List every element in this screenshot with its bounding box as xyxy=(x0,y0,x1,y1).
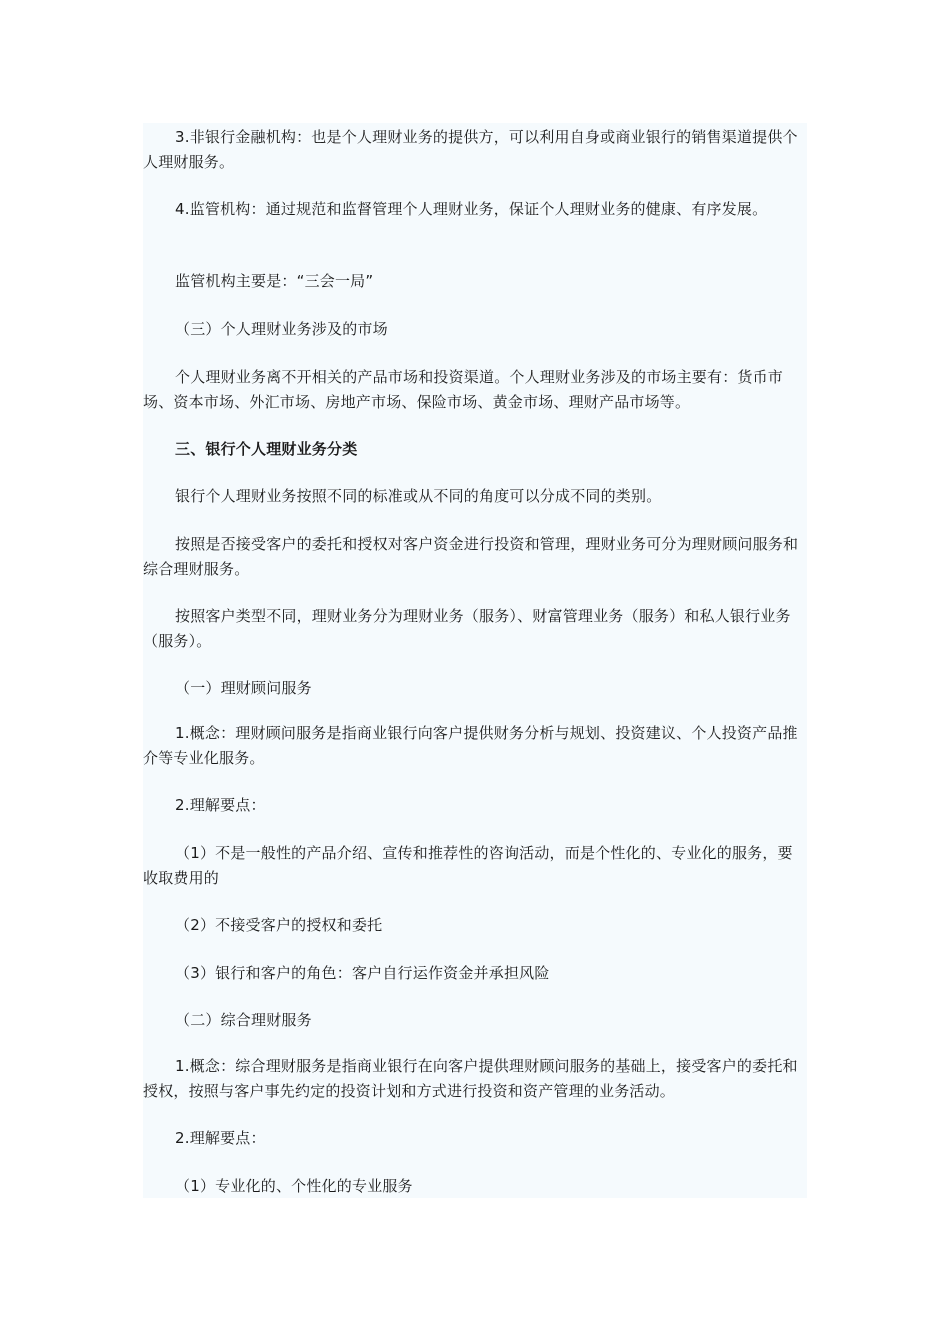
paragraph-advisory-concept: 1.概念：理财顾问服务是指商业银行向客户提供财务分析与规划、投资建议、个人投资产品推介等专业化服务。 xyxy=(143,724,798,767)
list-item-advisory-3: （3）银行和客户的角色：客户自行运作资金并承担风险 xyxy=(175,964,550,982)
subheading-comprehensive-service: （二）综合理财服务 xyxy=(175,1011,312,1029)
subheading-markets: （三）个人理财业务涉及的市场 xyxy=(175,320,388,338)
paragraph-advisory-key-points: 2.理解要点： xyxy=(175,796,266,814)
paragraph-comprehensive-key-points: 2.理解要点： xyxy=(175,1129,266,1147)
paragraph-regulators-main: 监管机构主要是：“三会一局” xyxy=(175,272,374,290)
paragraph-classification-intro: 银行个人理财业务按照不同的标准或从不同的角度可以分成不同的类别。 xyxy=(175,487,662,505)
section-heading-classification: 三、银行个人理财业务分类 xyxy=(175,440,358,458)
list-item-advisory-2: （2）不接受客户的授权和委托 xyxy=(175,916,383,934)
paragraph-markets: 个人理财业务离不开相关的产品市场和投资渠道。个人理财业务涉及的市场主要有：货币市场、资本市场、外汇市场、房地产市场、保险市场、黄金市场、理财产品市场等。 xyxy=(143,368,784,411)
list-item-comprehensive-1: （1）专业化的、个性化的专业服务 xyxy=(175,1177,413,1195)
list-item-advisory-1: （1）不是一般性的产品介绍、宣传和推荐性的咨询活动，而是个性化的、专业化的服务，要收取费用的 xyxy=(143,844,793,887)
paragraph-non-bank-institutions: 3.非银行金融机构：也是个人理财业务的提供方，可以利用自身或商业银行的销售渠道提供个人理财服务。 xyxy=(143,128,798,171)
document-body xyxy=(143,123,807,1198)
subheading-advisory-service: （一）理财顾问服务 xyxy=(175,679,312,697)
paragraph-comprehensive-concept: 1.概念：综合理财服务是指商业银行在向客户提供理财顾问服务的基础上，接受客户的委托和授权，按照与客户事先约定的投资计划和方式进行投资和资产管理的业务活动。 xyxy=(143,1057,798,1100)
paragraph-classification-by-authorization: 按照是否接受客户的委托和授权对客户资金进行投资和管理，理财业务可分为理财顾问服务和综合理财服务。 xyxy=(143,535,799,578)
paragraph-regulators: 4.监管机构：通过规范和监督管理个人理财业务，保证个人理财业务的健康、有序发展。 xyxy=(175,200,768,218)
paragraph-classification-by-client: 按照客户类型不同，理财业务分为理财业务（服务）、财富管理业务（服务）和私人银行业务（服务）。 xyxy=(143,607,791,650)
